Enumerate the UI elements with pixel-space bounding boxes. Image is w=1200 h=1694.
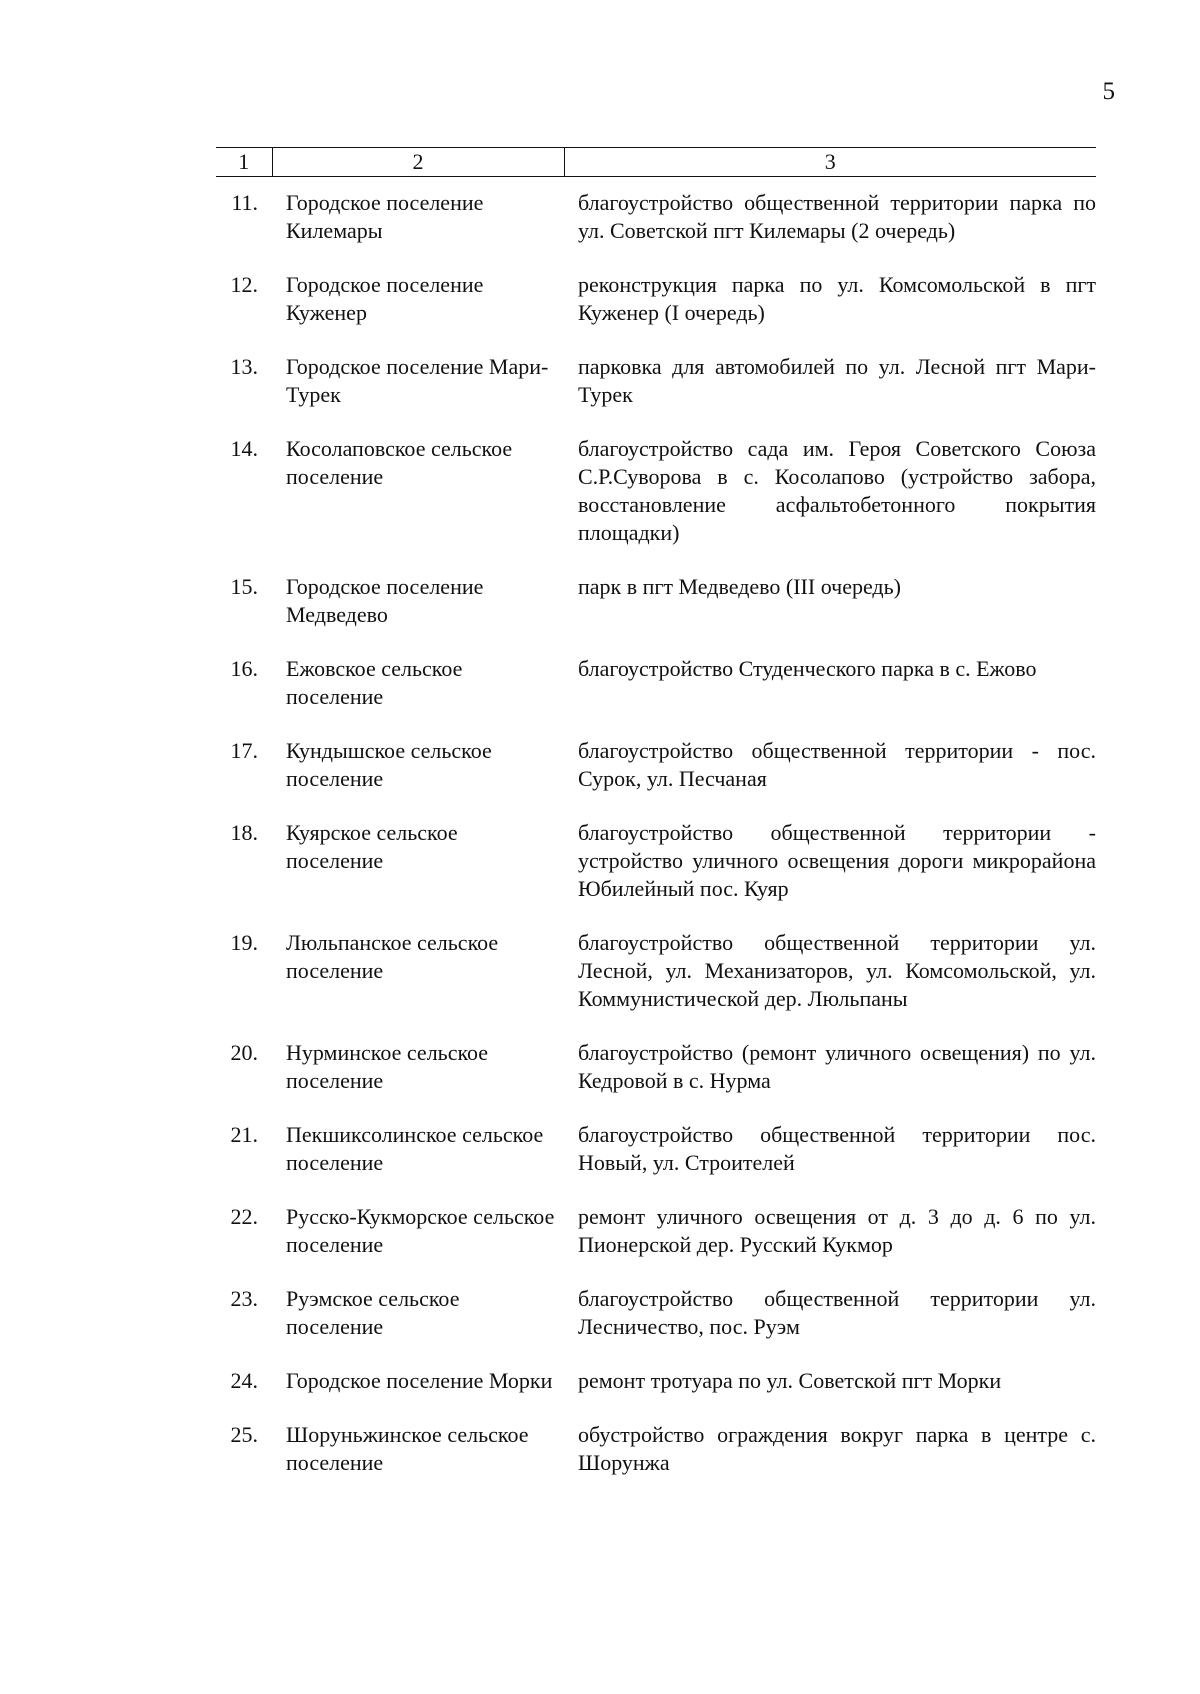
project-description: благоустройство общественной территории - устройство уличного освещения дороги микрорайона Юбилейный пос. Куяр [578,820,1096,901]
row-number: 15. [230,574,258,599]
project-description: благоустройство Студенческого парка в с. Ежово [578,656,1037,681]
table-row [216,1190,1096,1272]
table-row [216,1108,1096,1190]
table-row [216,1354,1096,1408]
settlement-name: Ежовское сельское поселение [286,656,463,709]
row-number: 12. [230,272,258,297]
project-description: благоустройство общественной территории ул. Лесничество, пос. Руэм [578,1286,1096,1339]
table-row [216,1272,1096,1354]
project-description: реконструкция парка по ул. Комсомольской в пгт Куженер (I очередь) [578,272,1096,325]
project-description: благоустройство сада им. Героя Советского Союза С.Р.Суворова в с. Косолапово (устройство забора, восстановление асфальтобетонного покрытия площадки) [578,436,1096,545]
table-row [216,177,1096,259]
settlement-name: Руэмское сельское поселение [286,1286,460,1339]
row-number: 22. [230,1204,258,1229]
settlement-name: Кундышское сельское поселение [286,738,492,791]
settlement-name: Пекшиксолинское сельское поселение [286,1122,544,1175]
settlement-name: Нурминское сельское поселение [286,1040,489,1093]
table-row [216,422,1096,560]
settlement-name: Шоруньжинское сельское поселение [286,1422,529,1475]
table-row [216,340,1096,422]
table-row [216,1408,1096,1490]
row-number: 17. [230,738,258,763]
row-number: 24. [230,1368,258,1393]
table-header [216,148,1096,177]
project-description: благоустройство общественной территории - пос. Сурок, ул. Песчаная [578,738,1096,791]
project-description: парковка для автомобилей по ул. Лесной пгт Мари-Турек [578,354,1096,407]
project-description: благоустройство общественной территории пос. Новый, ул. Строителей [578,1122,1096,1175]
project-description: благоустройство общественной территории ул. Лесной, ул. Механизаторов, ул. Комсомольской, ул. Коммунистической дер. Люльпаны [578,930,1096,1011]
row-number: 16. [230,656,258,681]
header-col-3: 3 [564,148,1096,177]
page-number: 5 [1102,78,1115,105]
table-row [216,642,1096,724]
header-col-1: 1 [216,148,272,177]
project-description: благоустройство (ремонт уличного освещения) по ул. Кедровой в с. Нурма [578,1040,1096,1093]
table-row [216,1026,1096,1108]
settlement-name: Люльпанское сельское поселение [286,930,499,983]
row-number: 23. [230,1286,258,1311]
header-col-2: 2 [272,148,564,177]
table-row [216,258,1096,340]
project-description: ремонт уличного освещения от д. 3 до д. 6 по ул. Пионерской дер. Русский Кукмор [578,1204,1096,1257]
settlement-name: Городское поселение Медведево [286,574,484,627]
settlement-name: Городское поселение Куженер [286,272,484,325]
settlement-name: Косолаповское сельское поселение [286,436,513,489]
row-number: 18. [230,820,258,845]
project-description: обустройство ограждения вокруг парка в центре с. Шорунжа [578,1422,1096,1475]
settlement-name: Городское поселение Килемары [286,190,484,243]
settlement-name: Городское поселение Морки [286,1368,553,1393]
table-row [216,806,1096,916]
row-number: 20. [230,1040,258,1065]
row-number: 11. [231,190,258,215]
row-number: 14. [230,436,258,461]
row-number: 13. [230,354,258,379]
settlement-name: Городское поселение Мари-Турек [286,354,549,407]
table-row [216,916,1096,1026]
row-number: 25. [230,1422,258,1447]
table [216,147,1096,1490]
project-description: парк в пгт Медведево (III очередь) [578,574,901,599]
project-description: благоустройство общественной территории парка по ул. Советской пгт Килемары (2 очередь) [578,190,1096,243]
row-number: 19. [230,930,258,955]
table-row [216,560,1096,642]
settlement-name: Куярское сельское поселение [286,820,458,873]
settlement-name: Русско-Кукморское сельское поселение [286,1204,555,1257]
table-body [216,177,1096,1491]
settlements-table [216,147,1096,1490]
project-description: ремонт тротуара по ул. Советской пгт Морки [578,1368,1002,1393]
table-row [216,724,1096,806]
row-number: 21. [230,1122,258,1147]
